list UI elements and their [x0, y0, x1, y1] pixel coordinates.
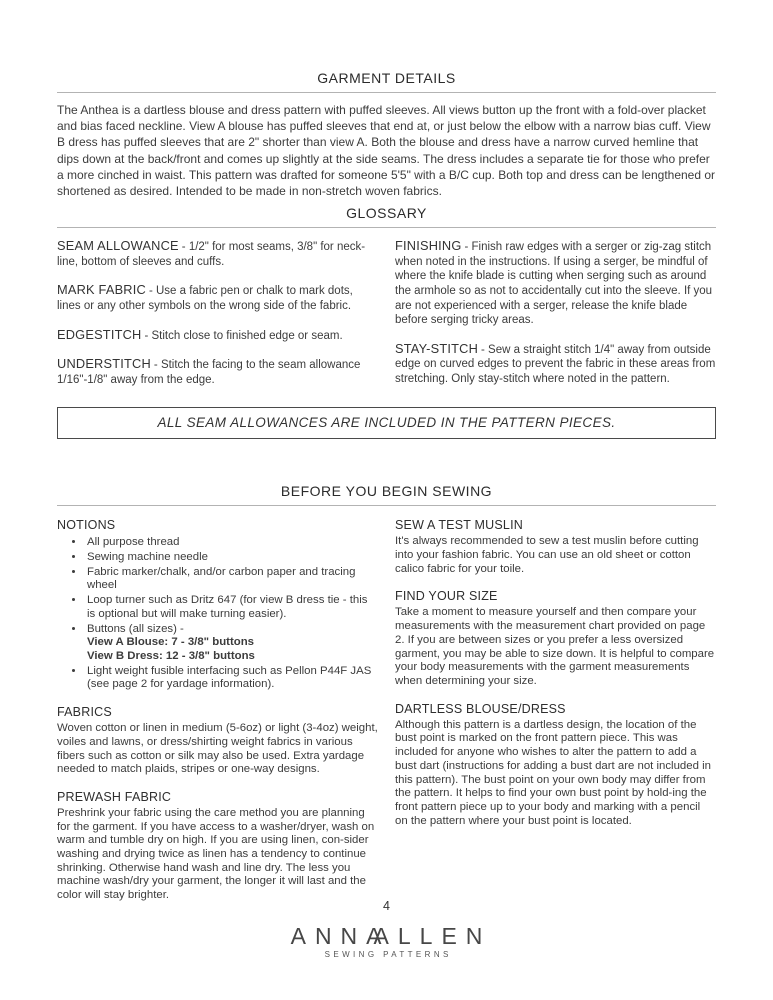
dartless-body: Although this pattern is a dartless design, the location of the bust point is marked on the front pattern piece. This was included for anyone who wishes to alter the pattern to add a bust dart (instructions for adding a bust dart are not included in this pattern). The bust point on your own body may differ from the pattern. It helps to find your own bust point by hold-ing the front pattern piece up to your body and marking with a pencil on the pattern where your bust point is located. — [395, 718, 711, 827]
glossary-definition: - Stitch the facing to the seam allowance 1/16"-1/8" away from the edge. — [57, 359, 361, 386]
fabrics-heading: FABRICS — [57, 705, 112, 720]
list-item-text: Buttons (all sizes) - — [87, 622, 184, 635]
glossary-term: FINISHING — [395, 238, 462, 254]
list-item — [85, 536, 378, 550]
glossary-term: STAY-STITCH — [395, 340, 479, 356]
list-item — [85, 665, 378, 692]
glossary-definition: - 1/2" for most seams, 3/8" for neck-line, bottom of sleeves and cuffs. — [57, 241, 366, 268]
glossary-right-column — [395, 239, 716, 401]
brand-logo — [0, 925, 773, 959]
list-item-text: All purpose thread — [87, 536, 180, 549]
list-item — [85, 594, 378, 621]
glossary-entry — [57, 283, 378, 313]
list-item — [85, 566, 378, 593]
right-column — [395, 518, 716, 902]
left-column — [57, 518, 378, 902]
glossary-definition: - Stitch close to finished edge or seam. — [144, 329, 343, 342]
notions-list — [57, 536, 378, 692]
glossary-term: UNDERSTITCH — [57, 356, 151, 372]
logo-wordmark — [0, 925, 773, 948]
view-b-buttons-text: View B Dress: 12 - 3/8" buttons — [87, 650, 255, 662]
dartless-section — [395, 702, 716, 829]
fabrics-body: Woven cotton or linen in medium (5-6oz) or light (3-4oz) weight, voiles and lawns, or dress/shirting weight fabrics in various fibers such as cotton or silk may also be used. Extra yardage needed to match plaids, stripes or one-way designs. — [57, 722, 378, 776]
before-you-begin-heading: BEFORE YOU BEGIN SEWING — [280, 483, 493, 500]
glossary-definition: - Finish raw edges with a serger or zig-zag stitch when noted in the instructions. If using a serger, be mindful of where the knife blade is cutting when serging such as around the armhole so as not to accidentally cut into the sleeve. If you are not experienced with a serger, release the knife blade before serging tricky areas. — [395, 241, 713, 327]
view-a-buttons-text: View A Blouse: 7 - 3/8" buttons — [87, 636, 255, 649]
page-content — [57, 0, 716, 903]
section-rule — [57, 92, 716, 93]
fabrics-section — [57, 705, 378, 777]
glossary-entry — [395, 239, 716, 328]
glossary-definition: - Sew a straight stitch 1/4" away from outside edge on curved edges to prevent the fabric in these areas from stretching. Only stay-stitch where noted in the pattern. — [395, 343, 716, 385]
glossary-definition: - Use a fabric pen or chalk to mark dots, lines or any other symbols on the wrong side of the fabric. — [57, 285, 353, 312]
glossary-entry — [395, 342, 716, 387]
logo-text-anna: ANNA — [290, 923, 391, 949]
glossary-term: MARK FABRIC — [57, 282, 146, 298]
prewash-section — [57, 790, 378, 903]
glossary-entry — [57, 239, 378, 269]
section-rule — [57, 227, 716, 228]
page-number: 4 — [383, 899, 390, 913]
glossary-term: EDGESTITCH — [57, 326, 142, 342]
muslin-section — [395, 518, 716, 576]
muslin-body: It's always recommended to sew a test muslin before cutting into your fashion fabric. You can use an old sheet or cotton calico fabric for your toile. — [395, 535, 699, 575]
prewash-body: Preshrink your fabric using the care method you are planning for the garment. If you have access to a washer/dryer, wash on warm and tumble dry on high. If you are using linen, con-sider washing and drying twice as linen has a tendency to continue shrinking. Otherwise hand wash and line dry. The less you machine wash/dry your garment, the longer it will last and the color will stay brighter. — [57, 806, 375, 902]
section-rule — [57, 505, 716, 506]
logo-tagline: SEWING PATTERNS — [324, 950, 452, 959]
glossary-columns — [57, 239, 716, 401]
muslin-heading: SEW A TEST MUSLIN — [395, 518, 523, 533]
logo-text-allen: ALLEN — [373, 923, 492, 949]
glossary-heading: GLOSSARY — [346, 205, 427, 222]
dartless-heading: DARTLESS BLOUSE/DRESS — [395, 701, 566, 716]
list-item-text: Light weight fusible interfacing such as Pellon P44F JAS (see page 2 for yardage information). — [87, 664, 372, 691]
notions-heading: NOTIONS — [57, 518, 116, 533]
glossary-left-column — [57, 239, 378, 401]
glossary-entry — [57, 357, 378, 387]
list-item-text: Loop turner such as Dritz 647 (for view B dress tie - this is optional but will make turning easier). — [87, 594, 368, 620]
seam-allowance-banner: ALL SEAM ALLOWANCES ARE INCLUDED IN THE PATTERN PIECES. — [57, 407, 716, 439]
list-item — [85, 623, 378, 664]
glossary-entry — [57, 328, 378, 344]
find-size-body: Take a moment to measure yourself and then compare your measurements with the measurement chart provided on page 2. If you are between sizes or you prefer a less oversized garment, you may be able to size down. It is helpful to compare your body measurements with the garment measurements when determining your size. — [395, 606, 715, 687]
glossary-term: SEAM ALLOWANCE — [57, 238, 179, 254]
list-item-text: Sewing machine needle — [87, 551, 208, 564]
before-you-begin-columns — [57, 518, 716, 902]
garment-details-body: The Anthea is a dartless blouse and dress pattern with puffed sleeves. All views button up the front with a fold-over placket and bias faced neckline. View A blouse has puffed sleeves that end at, or just below the elbow with a narrow bias cuff. View B dress has puffed sleeves that are 2" shorter than view A. Both the blouse and dress have a narrow curved hemline that dips down at the back/front and comes up slightly at the side seams. The dress includes a separate tie for those who prefer a more cinched in waist. This pattern was drafted for someone 5'5" with a B/C cup. Both top and dress can be lengthened or shortened as desired. Intended to be made in non-stretch woven fabrics. — [57, 103, 716, 199]
find-size-section — [395, 589, 716, 688]
garment-details-heading: GARMENT DETAILS — [317, 70, 456, 86]
find-size-heading: FIND YOUR SIZE — [395, 589, 498, 604]
prewash-heading: PREWASH FABRIC — [57, 789, 172, 804]
list-item — [85, 551, 378, 565]
list-item-text: Fabric marker/chalk, and/or carbon paper and tracing wheel — [87, 565, 356, 592]
